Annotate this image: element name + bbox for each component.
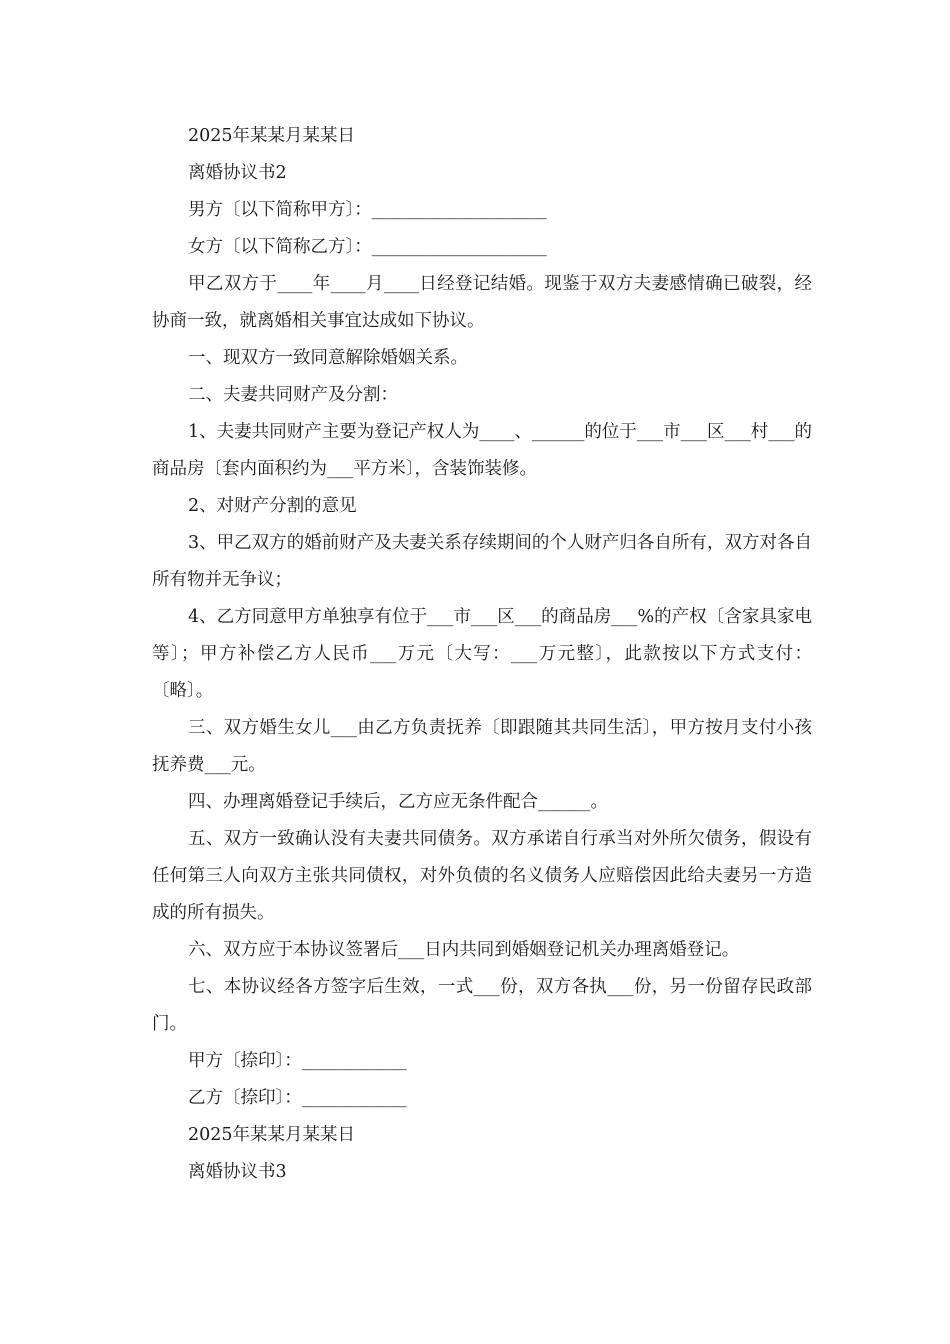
- clause-2: 二、夫妻共同财产及分割：: [188, 385, 398, 405]
- clause-1: 一、现双方一致同意解除婚姻关系。: [188, 348, 468, 368]
- signature-party-a: 甲方〔捺印〕：____________: [188, 1051, 407, 1071]
- clause-2-item-1: 1、夫妻共同财产主要为登记产权人为____、______的位于___市___区___村___的商品房〔套内面积约为___平方米〕，含装饰装修。: [152, 422, 812, 479]
- clause-7: 七、本协议经各方签字后生效，一式___份，双方各执___份，另一份留存民政部门。: [152, 977, 812, 1034]
- clause-4: 四、办理离婚登记手续后，乙方应无条件配合______。: [188, 792, 608, 812]
- clause-6: 六、双方应于本协议签署后___日内共同到婚姻登记机关办理离婚登记。: [188, 940, 740, 960]
- clause-3: 三、双方婚生女儿___由乙方负责抚养〔即跟随其共同生活〕，甲方按月支付小孩抚养费___元。: [152, 718, 812, 775]
- agreement-title: 离婚协议书2: [188, 163, 287, 183]
- closing-date-line: 2025年某某月某某日: [188, 1125, 356, 1145]
- clause-2-item-4: 4、乙方同意甲方单独享有位于___市___区___的商品房___%的产权〔含家具家电等〕；甲方补偿乙方人民币___万元〔大写：___万元整〕，此款按以下方式支付：〔略〕。: [152, 607, 812, 701]
- party-b-line: 女方〔以下简称乙方〕：____________________: [188, 237, 547, 257]
- clause-2-item-3: 3、甲乙双方的婚前财产及夫妻关系存续期间的个人财产归各自所有，双方对各自所有物并无争议；: [152, 533, 812, 590]
- document-body: [152, 118, 812, 1191]
- date-line: 2025年某某月某某日: [188, 126, 356, 146]
- signature-party-b: 乙方〔捺印〕：____________: [188, 1088, 407, 1108]
- next-agreement-title: 离婚协议书3: [188, 1162, 287, 1182]
- party-a-line: 男方〔以下简称甲方〕：____________________: [188, 200, 547, 220]
- clause-5: 五、双方一致确认没有夫妻共同债务。双方承诺自行承当对外所欠债务，假设有任何第三人向双方主张共同债权，对外负债的名义债务人应赔偿因此给夫妻另一方造成的所有损失。: [152, 829, 812, 923]
- intro-paragraph: 甲乙双方于____年____月____日经登记结婚。现鉴于双方夫妻感情确已破裂，经协商一致，就离婚相关事宜达成如下协议。: [152, 274, 812, 331]
- clause-2-item-2: 2、对财产分割的意见: [188, 496, 357, 516]
